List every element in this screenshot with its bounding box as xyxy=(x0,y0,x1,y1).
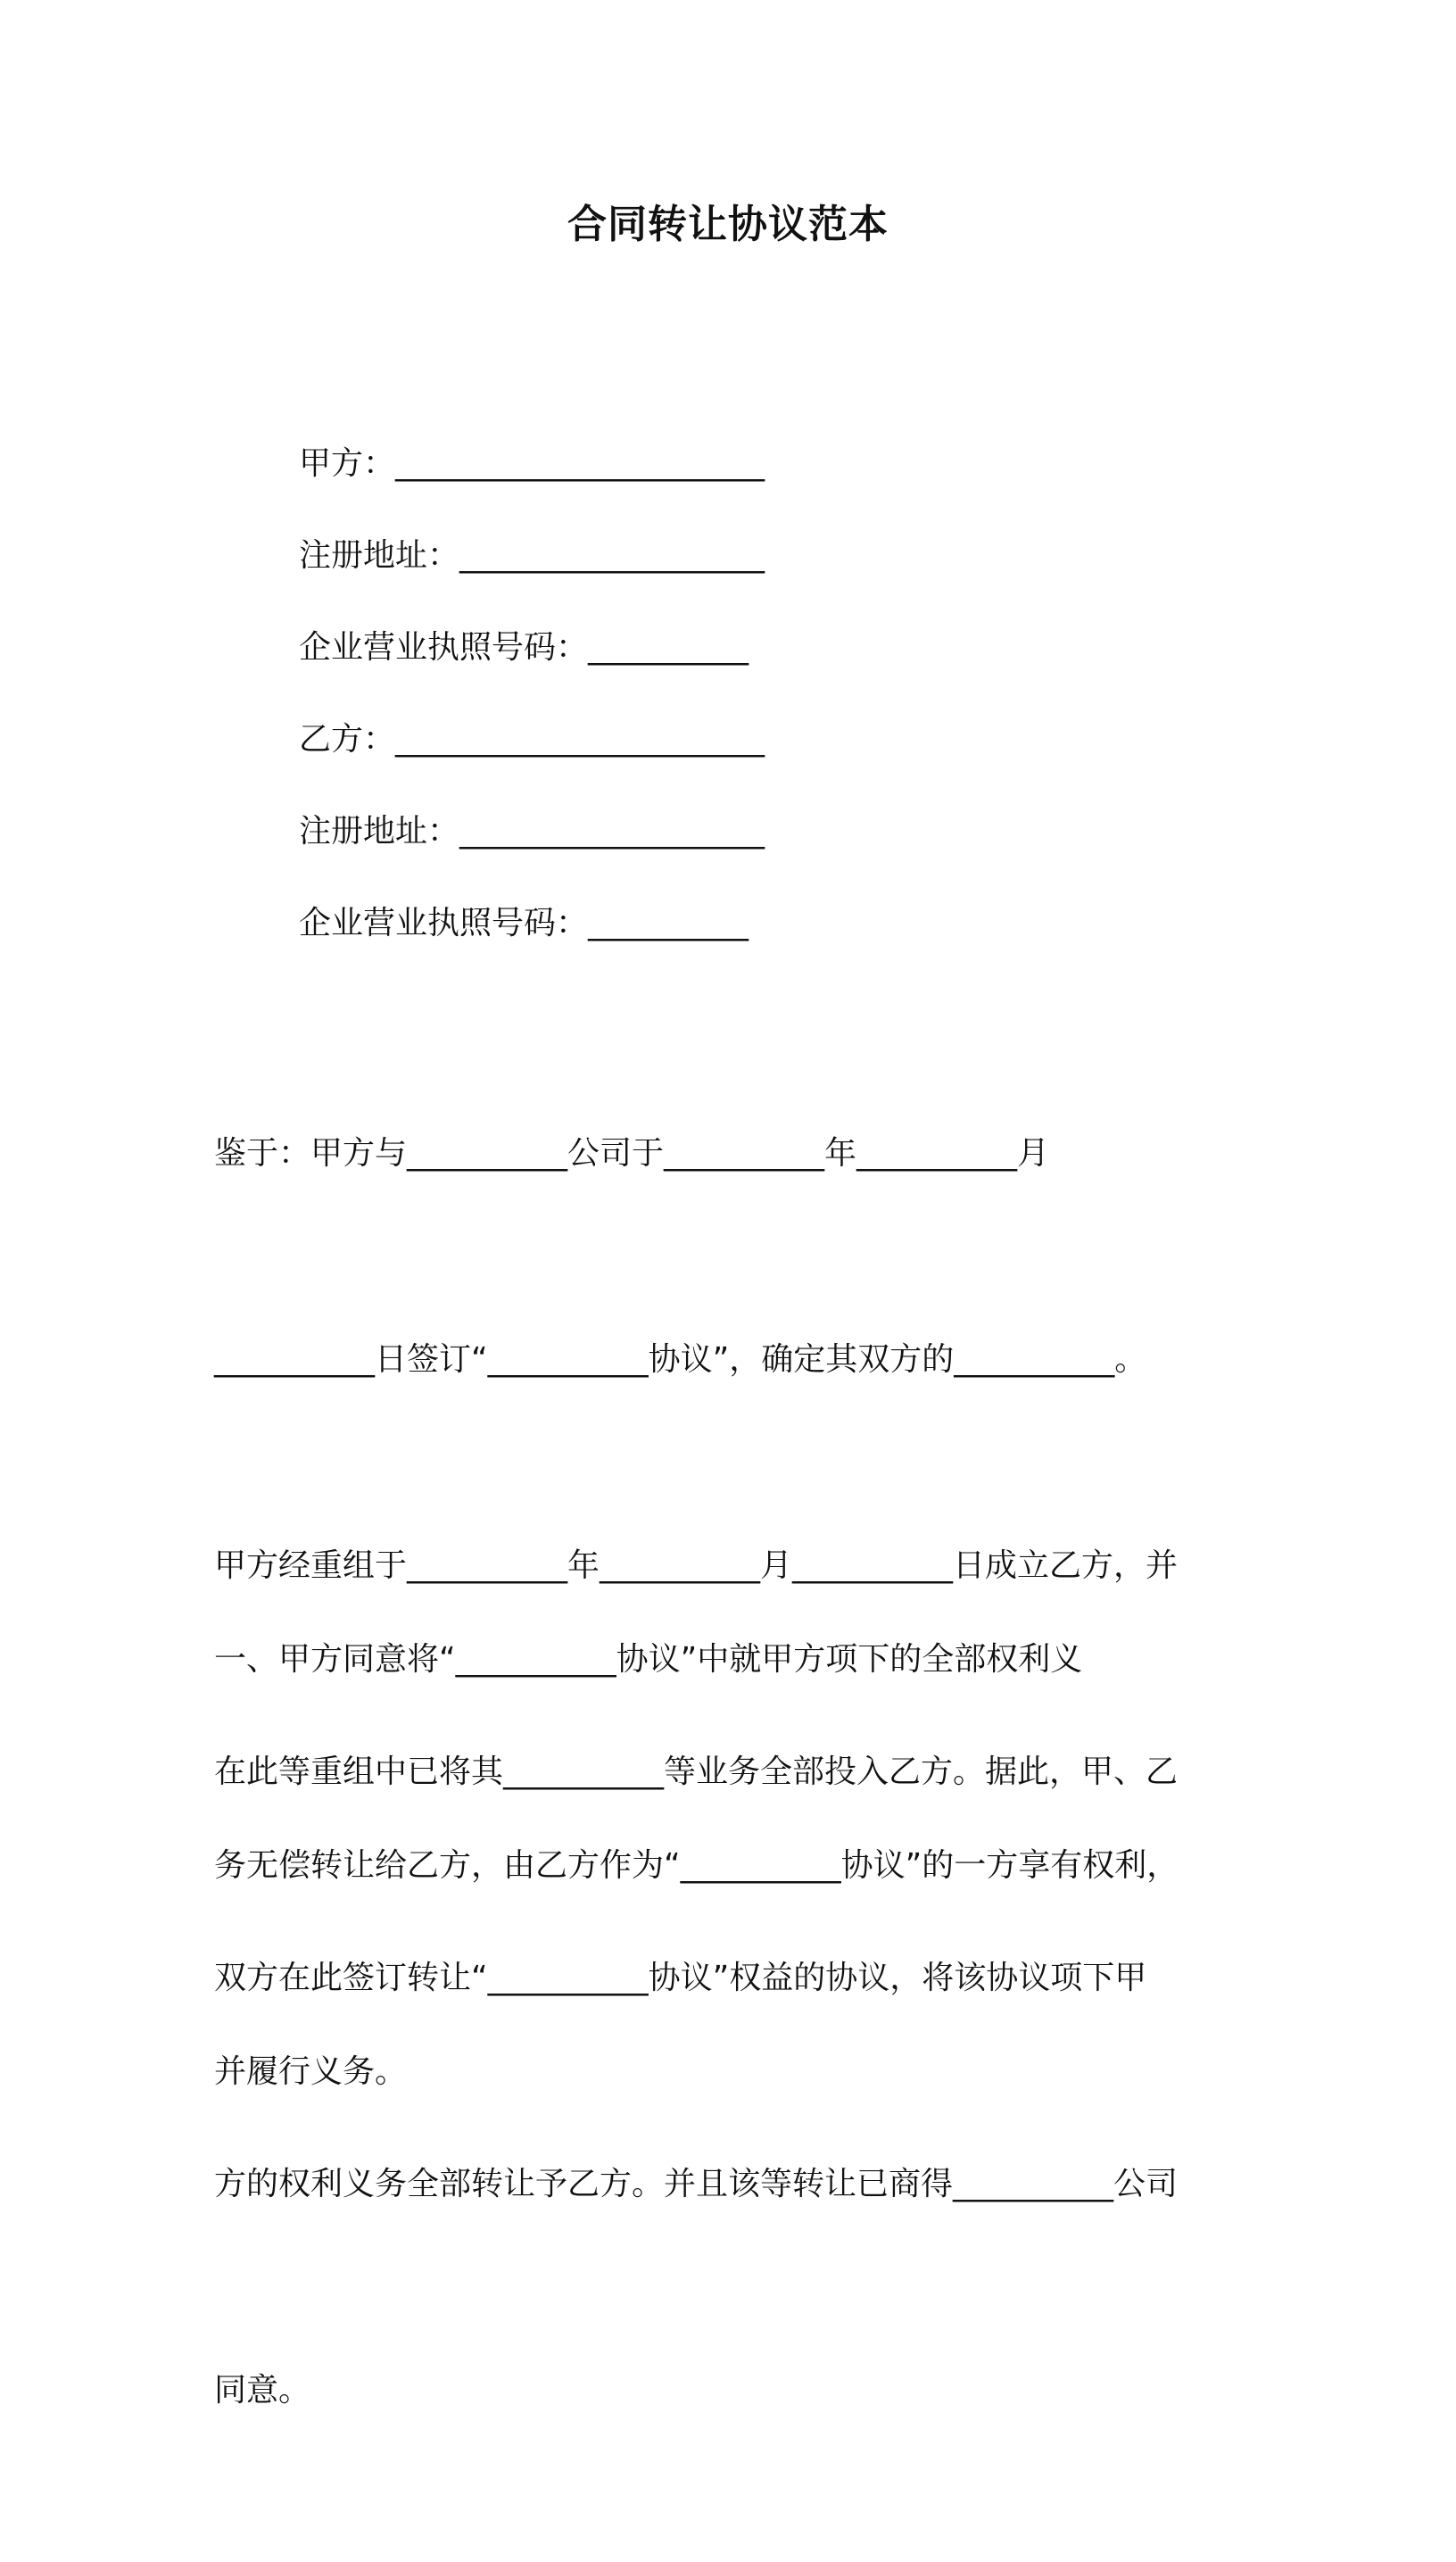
clause-one-paragraph xyxy=(214,1488,1249,2243)
party-b-license-field: 企业营业执照号码：__________ xyxy=(299,905,749,941)
party-a-license-field: 企业营业执照号码：__________ xyxy=(299,629,749,666)
document-title: 合同转让协议范本 xyxy=(567,202,889,247)
party-b-field: 乙方：_______________________ xyxy=(299,721,765,758)
paragraph-line: 鉴于：甲方与__________公司于__________年__________月 xyxy=(214,1135,1050,1172)
party-a-field: 甲方：_______________________ xyxy=(299,445,765,482)
paragraph-line: __________日签订“__________协议”，确定其双方的__________。 xyxy=(214,1341,1147,1378)
paragraph-line: 同意。 xyxy=(214,2372,311,2409)
paragraph-line: 务无偿转让给乙方，由乙方作为“__________协议”的一方享有权利， xyxy=(214,1847,1179,1884)
party-b-address-field: 注册地址：___________________ xyxy=(299,813,765,850)
paragraph-line: 方的权利义务全部转让予乙方。并且该等转让已商得__________公司 xyxy=(214,2166,1179,2202)
paragraph-line: 双方在此签订转让“__________协议”权益的协议，将该协议项下甲 xyxy=(214,1960,1147,1996)
paragraph-line: 一、甲方同意将“__________协议”中就甲方项下的全部权利义 xyxy=(214,1641,1083,1678)
paragraph-line: 在此等重组中已将其__________等业务全部投入乙方。据此，甲、乙 xyxy=(214,1754,1179,1790)
paragraph-line: 甲方经重组于__________年__________月__________日成立乙方，并 xyxy=(214,1547,1179,1584)
party-a-address-field: 注册地址：___________________ xyxy=(299,537,765,574)
paragraph-line: 并履行义务。 xyxy=(214,2053,408,2090)
